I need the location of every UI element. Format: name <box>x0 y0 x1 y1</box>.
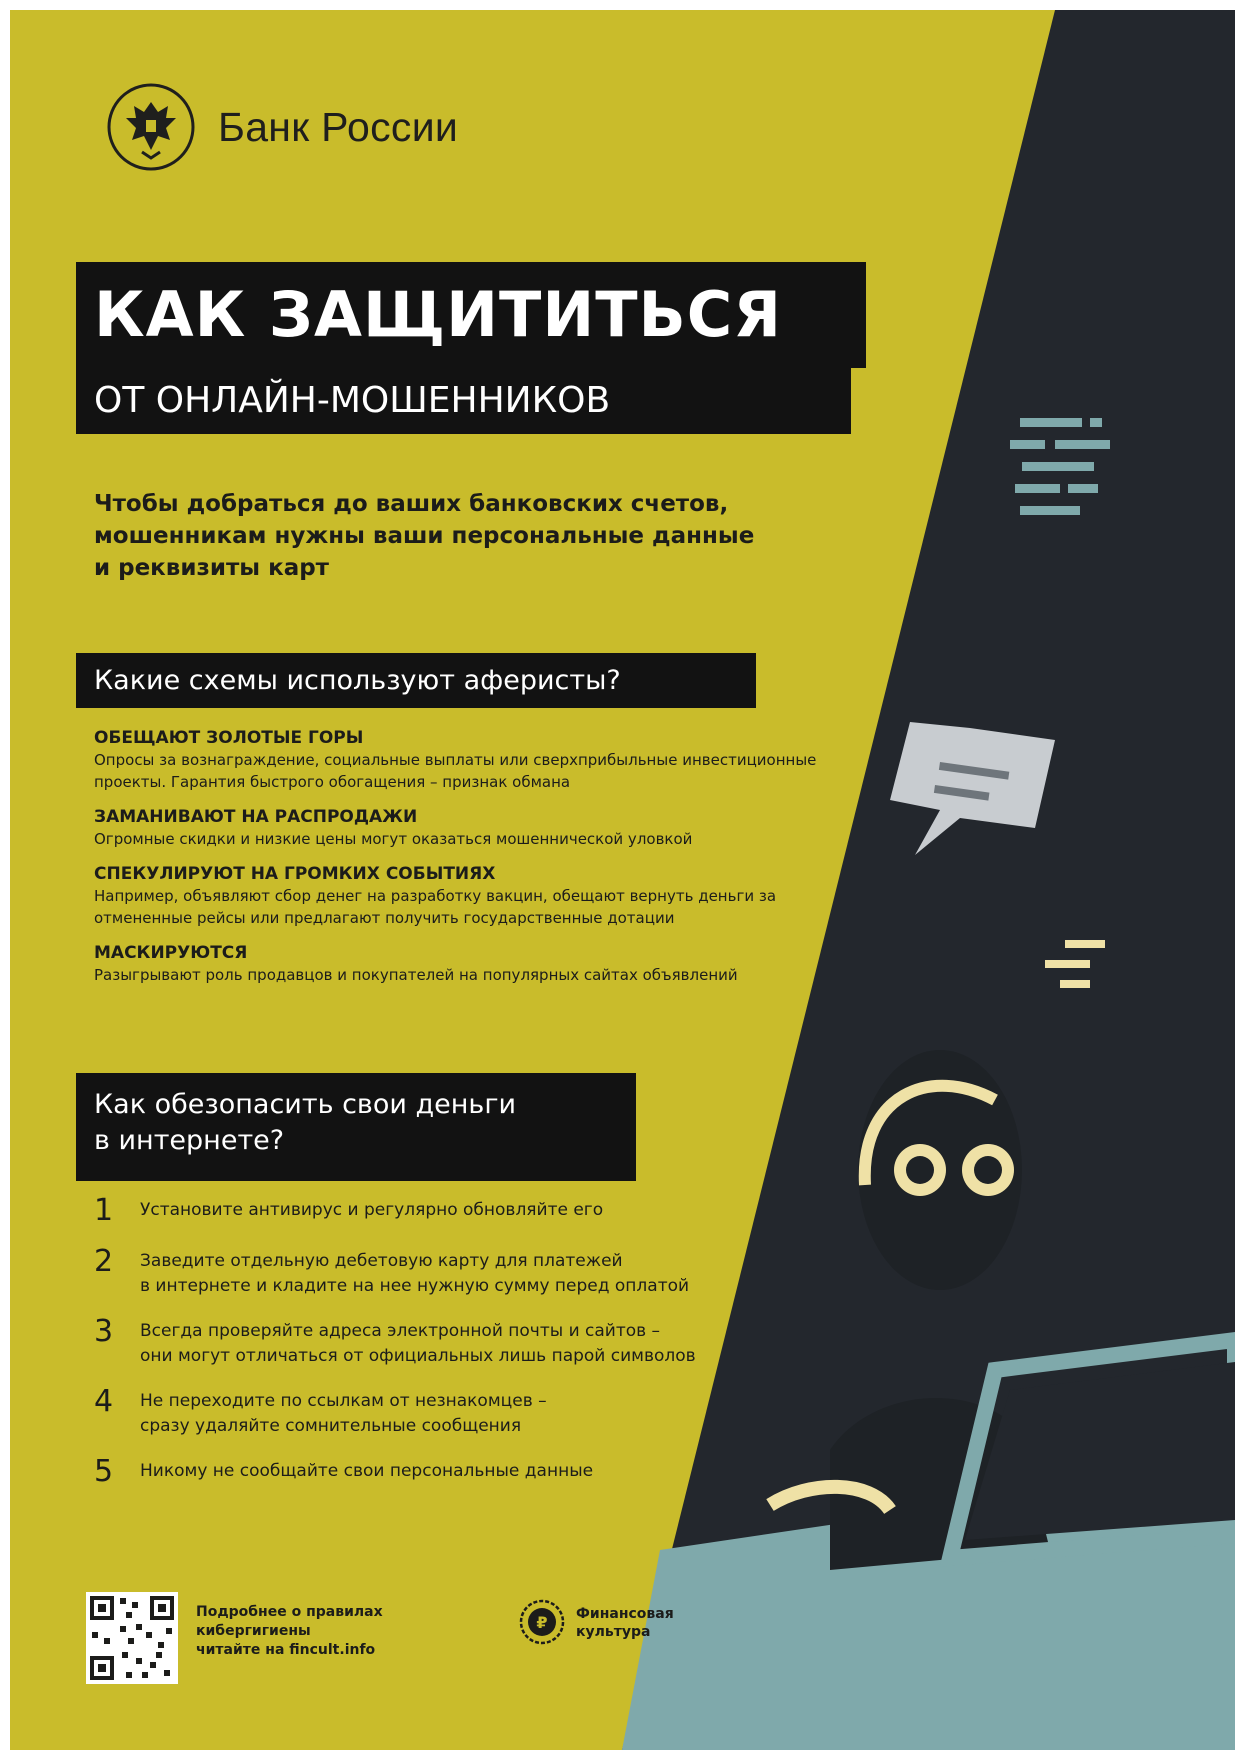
more-info-text <box>196 1603 383 1660</box>
tip-item <box>94 1454 754 1490</box>
intro-line: мошенникам нужны ваши персональные данные <box>94 523 755 549</box>
scheme-title: МАСКИРУЮТСЯ <box>94 943 248 963</box>
qr-code-icon[interactable] <box>86 1592 178 1684</box>
tip-item <box>94 1244 754 1299</box>
tip-line: Заведите отдельную дебетовую карту для платежей <box>140 1251 623 1271</box>
tip-number: 3 <box>94 1314 114 1349</box>
scheme-title: ОБЕЩАЮТ ЗОЛОТЫЕ ГОРЫ <box>94 728 364 748</box>
tip-item <box>94 1193 754 1229</box>
tip-line: в интернете и кладите на нее нужную сумму перед оплатой <box>140 1276 690 1296</box>
scheme-item <box>94 863 834 929</box>
safety-heading-line: в интернете? <box>94 1125 285 1156</box>
scheme-item <box>94 806 834 850</box>
tip-text <box>140 1244 689 1299</box>
safety-heading-line: Как обезопасить свои деньги <box>94 1089 517 1120</box>
scheme-item <box>94 942 834 986</box>
tip-line: Установите антивирус и регулярно обновляйте его <box>140 1200 604 1220</box>
sub-title: ОТ ОНЛАЙН-МОШЕННИКОВ <box>76 368 851 434</box>
scheme-item <box>94 727 834 793</box>
tip-number: 5 <box>94 1454 114 1489</box>
fin-culture-line: культура <box>576 1624 651 1640</box>
tip-text <box>140 1384 547 1439</box>
scheme-title: ЗАМАНИВАЮТ НА РАСПРОДАЖИ <box>94 807 418 827</box>
scheme-text: Опросы за вознаграждение, социальные выплаты или сверхприбыльные инвестиционные проекты. Гарантия быстрого обогащения – признак обмана <box>94 751 817 791</box>
svg-text:₽: ₽ <box>536 1613 548 1632</box>
bank-logo <box>106 82 458 172</box>
scheme-title: СПЕКУЛИРУЮТ НА ГРОМКИХ СОБЫТИЯХ <box>94 864 496 884</box>
tip-number: 1 <box>94 1193 114 1228</box>
tip-item <box>94 1314 754 1369</box>
tip-number: 4 <box>94 1384 114 1419</box>
schemes-heading: Какие схемы используют аферисты? <box>76 653 756 708</box>
tip-text <box>140 1454 593 1484</box>
scheme-text: Разыгрывают роль продавцов и покупателей на популярных сайтах объявлений <box>94 966 738 984</box>
tip-text <box>140 1314 696 1369</box>
more-info-link[interactable]: читайте на fincult.info <box>196 1642 376 1658</box>
tip-number: 2 <box>94 1244 114 1279</box>
tip-line: они могут отличаться от официальных лишь парой символов <box>140 1346 696 1366</box>
schemes-list <box>94 727 834 999</box>
scheme-text: Например, объявляют сбор денег на разработку вакцин, обещают вернуть деньги за отмененные рейсы или предлагают получить государственные дотации <box>94 887 777 927</box>
poster <box>10 10 1235 1750</box>
fin-culture-line: Финансовая <box>576 1606 674 1622</box>
fin-culture-logo-text <box>576 1605 674 1641</box>
double-headed-eagle-icon <box>106 82 196 172</box>
tip-item <box>94 1384 754 1439</box>
safety-heading <box>76 1073 636 1181</box>
ruble-coin-icon <box>518 1598 566 1646</box>
tip-line: Всегда проверяйте адреса электронной почты и сайтов – <box>140 1321 661 1341</box>
tip-text <box>140 1193 603 1223</box>
scheme-text: Огромные скидки и низкие цены могут оказаться мошеннической уловкой <box>94 830 693 848</box>
tip-line: Никому не сообщайте свои персональные данные <box>140 1461 594 1481</box>
bank-name: Банк России <box>218 103 459 150</box>
intro-text <box>94 488 854 584</box>
intro-line: Чтобы добраться до ваших банковских счетов, <box>94 491 729 517</box>
tip-line: сразу удаляйте сомнительные сообщения <box>140 1416 522 1436</box>
intro-line: и реквизиты карт <box>94 555 330 581</box>
main-title: КАК ЗАЩИТИТЬСЯ <box>76 262 866 368</box>
more-info-line: кибергигиены <box>196 1623 311 1639</box>
more-info-line: Подробнее о правилах <box>196 1604 383 1620</box>
tip-line: Не переходите по ссылкам от незнакомцев – <box>140 1391 547 1411</box>
tips-list <box>94 1193 754 1505</box>
